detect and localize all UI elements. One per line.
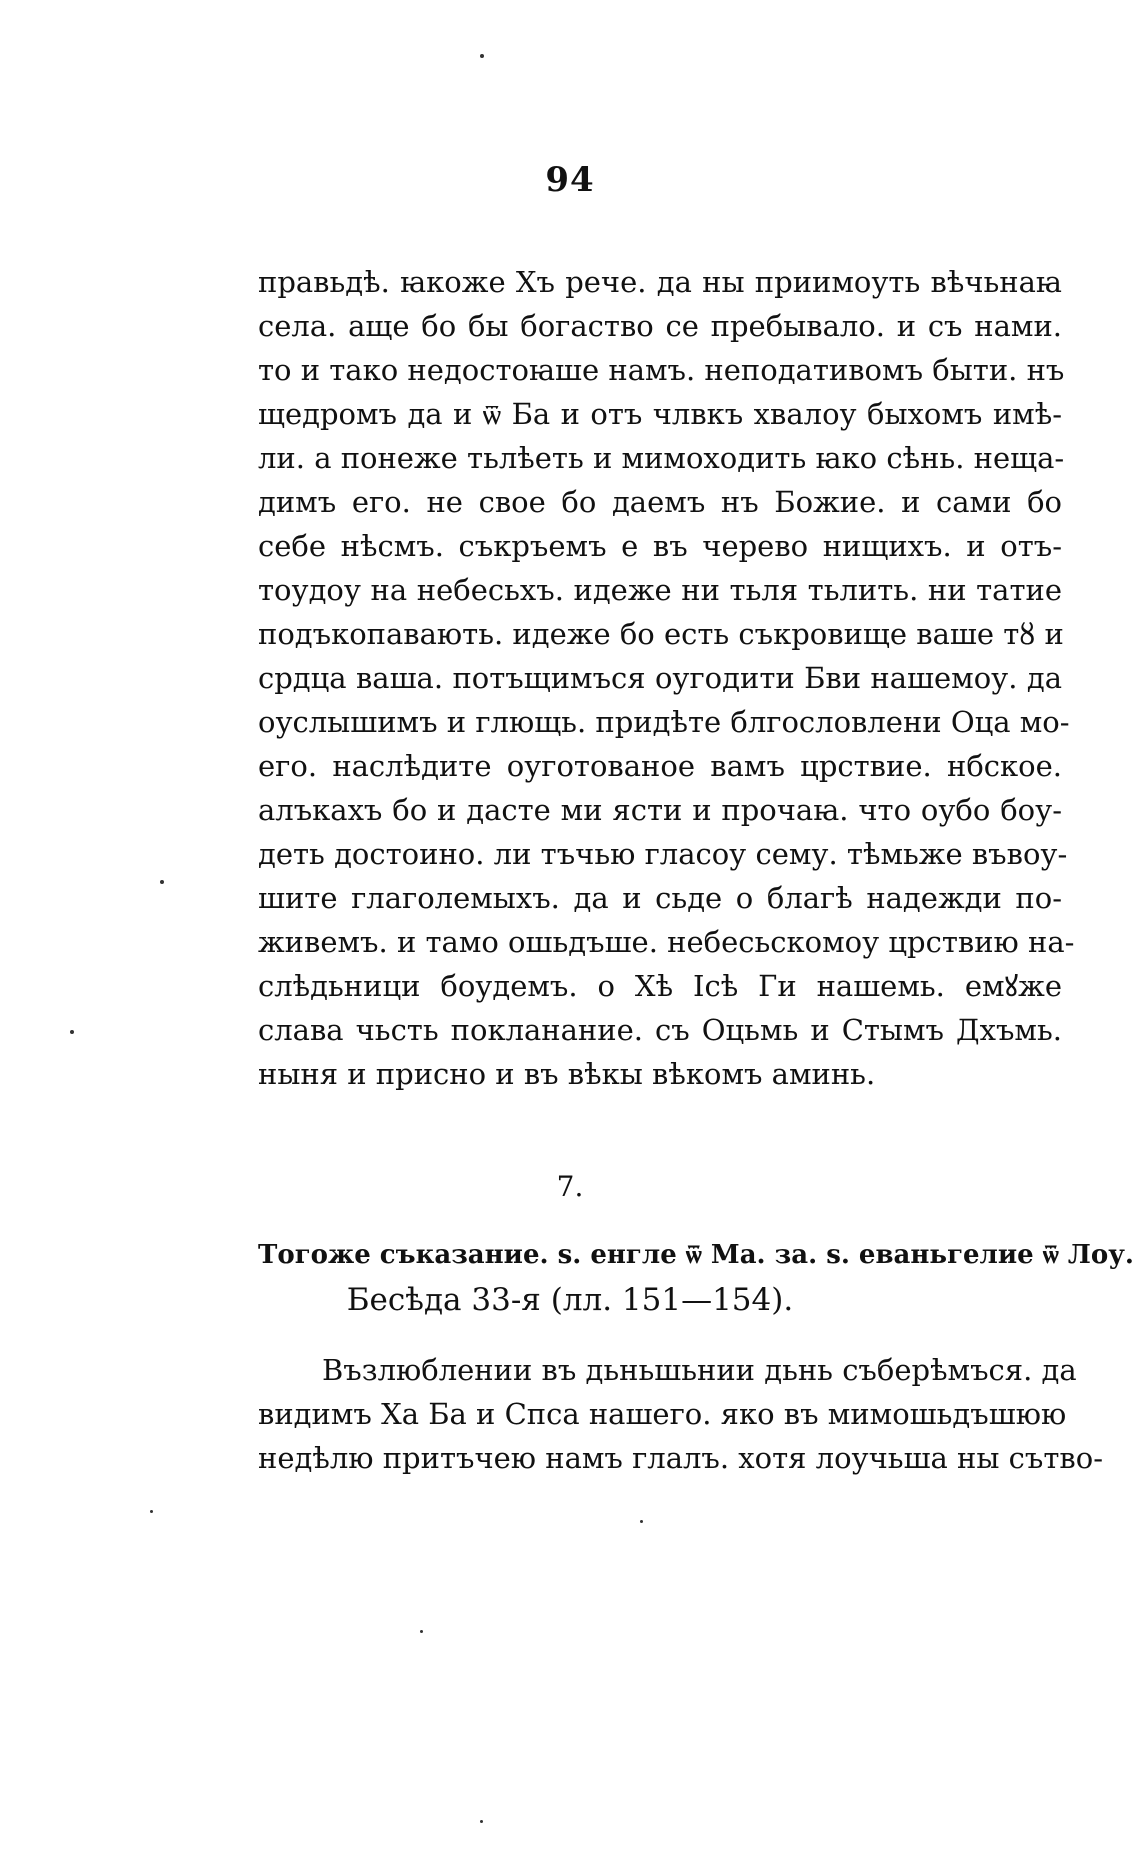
- text-line: шите глаголемыхъ. да и сьде о благѣ надежди по-: [258, 881, 1062, 915]
- text-line: правьдѣ. ꙗкоже Хъ рече. да ны приимоуть вѣчьнаꙗ: [258, 265, 1062, 299]
- text-line: срдца ваша. потъщимъся оугодити Бви нашемоу. да: [258, 661, 1062, 695]
- text-line: себе нѣсмъ. съкръемъ е въ черево нищихъ. и отъ-: [258, 529, 1062, 563]
- text-line: подъкопавають. идеже бо есть съкровище ваше тȣ и: [258, 617, 1064, 651]
- text-line: села. аще бо бы богаство се пребывало. и съ нами.: [258, 309, 1062, 343]
- text-line: ли. а понеже тьлѣеть и мимоходить ꙗко сѣнь. нещa-: [258, 441, 1065, 475]
- text-line: димъ его. не свое бо даемъ нъ Божие. и сами бо: [258, 485, 1062, 519]
- page-number: 94: [545, 160, 595, 200]
- text-line: слѣдьници боудемъ. о Хѣ Ісѣ Ги нашемь. емꙋже: [258, 969, 1062, 1003]
- section-subheading: Бесѣда 33-я (лл. 151—154).: [346, 1282, 794, 1318]
- scan-speck: [640, 1520, 643, 1523]
- text-line: то и тако недостоꙗше намъ. неподативомъ быти. нъ: [258, 353, 1065, 387]
- text-line: ныня и присно и въ вѣкы вѣкомъ аминь.: [258, 1057, 876, 1091]
- paragraph-top: [258, 260, 1075, 1096]
- text-line: Възлюблении въ дьньшьнии дьнь съберѣмъся. да: [322, 1353, 1077, 1387]
- section-heading: Тогоже съказание. ѕ. енгле ѿ Ма. за. ѕ. еваньгелие ѿ Лоу.: [258, 1240, 1134, 1270]
- text-line: тоудоу на небесьхъ. идеже ни тьля тьлить. ни татие: [258, 573, 1062, 607]
- text-line: недѣлю притъчею намъ глалъ. хотя лоучьша ны сътво-: [258, 1441, 1103, 1475]
- scan-speck: [480, 54, 484, 58]
- section-number: 7.: [556, 1170, 584, 1203]
- text-line: слава чьсть поклананиe. съ Оцьмь и Стымъ Дхъмь.: [258, 1013, 1062, 1047]
- scan-speck: [150, 1510, 153, 1513]
- text-line: его. наслѣдите оуготованое вамъ црствие. нбское.: [258, 749, 1062, 783]
- scan-speck: [160, 880, 164, 884]
- text-line: оуслышимъ и глющь. придѣте блгословлени Оца мо-: [258, 705, 1070, 739]
- text-line: видимъ Ха Ба и Спса нашего. яко въ мимошьдъшюю: [258, 1397, 1067, 1431]
- scan-speck: [420, 1630, 423, 1633]
- text-line: щедромъ да и ѿ Ба и отъ члвкъ хвалоу быхомъ имѣ-: [258, 397, 1062, 431]
- scan-speck: [70, 1030, 74, 1034]
- scan-speck: [480, 1820, 483, 1823]
- text-line: живемъ. и тамо ошьдъше. небесьскомоу црствию на-: [258, 925, 1075, 959]
- paragraph-bottom: [258, 1348, 1103, 1480]
- text-line: алъкахъ бо и дасте ми ясти и прочаꙗ. что оубо боу-: [258, 793, 1062, 827]
- text-line: деть достоино. ли тъчью гласоу сему. тѣмьже въвоу-: [258, 837, 1068, 871]
